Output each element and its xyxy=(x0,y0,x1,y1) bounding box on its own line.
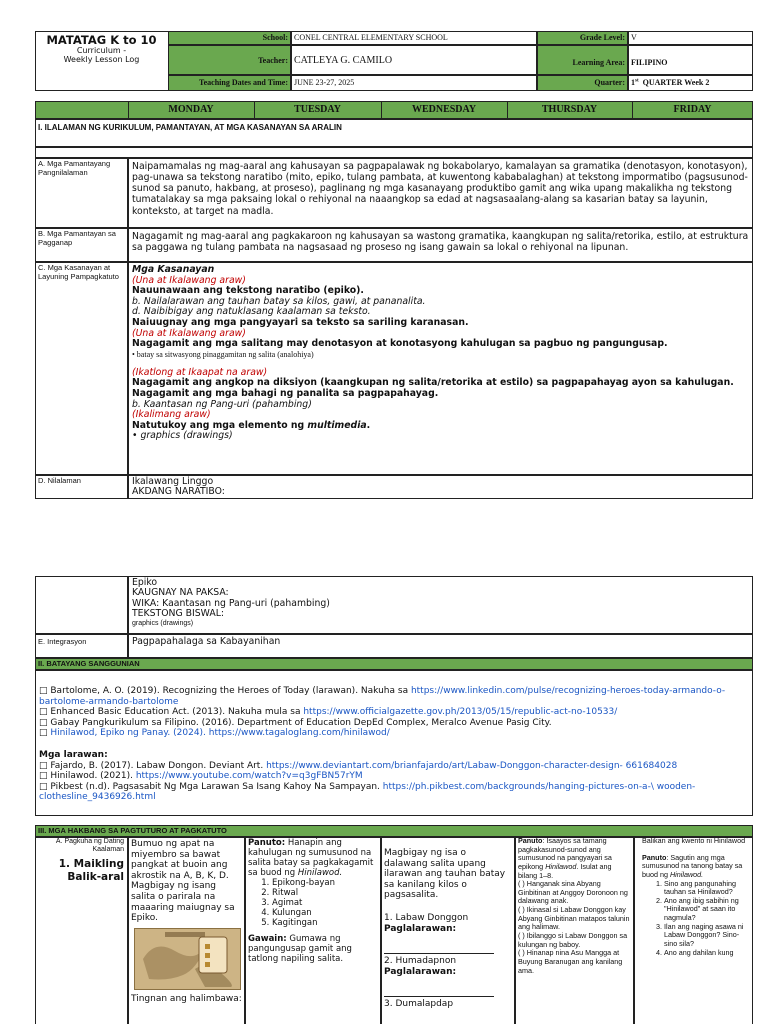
day-wednesday: WEDNESDAY xyxy=(411,104,477,115)
larawan-2-text: Hinilawod. (2021). xyxy=(47,771,136,782)
thu-text2: . Isulat ang bilang 1–8. xyxy=(518,861,612,880)
larawan-1-text: Fajardo, B. (2017). Labaw Dongon. Deviant Art. xyxy=(47,760,267,771)
larawan-2: □ Hinilawod. (2021). https://www.youtube.com/watch?v=q3gFBN57rYM xyxy=(39,771,363,782)
spacer-row xyxy=(35,147,753,158)
section2-heading-cell xyxy=(35,658,753,670)
fri-italic: Hinilawod. xyxy=(669,869,704,879)
larawan-1: □ Fajardo, B. (2017). Labaw Dongon. Deviant Art. https://www.deviantart.com/brianfajardo/art/Labaw-Donggon-character-design- 661684028 xyxy=(39,760,678,771)
row-a-label: A. Mga Pamantayang Pangnilalaman xyxy=(38,159,111,177)
larawan-2-link[interactable]: https://www.youtube.com/watch?v=q3gFBN57rYM xyxy=(135,771,363,782)
mon-text: Bumuo ng apat na miyembro sa bawat pangkat at buoin ang akrostik na A, B, K, D. Magbigay ng isang salita o parirala na maaaring maiugnay sa Epiko. xyxy=(131,839,235,924)
larawan-3-text: Pikbest (n.d). Pagsasabit Ng Mga Larawan Sa Isang Kahoy Na Sampayan. xyxy=(47,781,383,792)
larawan-1-link[interactable]: https://www.deviantart.com/brianfajardo/art/Labaw-Donggon-character-design- 661684028 xyxy=(266,760,678,771)
day-monday: MONDAY xyxy=(168,104,214,115)
quarter-value xyxy=(628,78,712,87)
p2-d-line-4: TEKSTONG BISWAL: xyxy=(132,608,225,620)
p2-d-line-1: Epiko xyxy=(132,577,158,588)
wed-item-2: 2. Humadapnon xyxy=(384,956,457,967)
row-d-text xyxy=(128,475,753,499)
row-e-text: Pagpapahalaga sa Kabayanihan xyxy=(132,636,281,647)
iii-a-label: A. Pagkuha ng Dating Kaalaman xyxy=(55,838,124,854)
fri-list xyxy=(642,880,750,958)
teacher-value: CATLEYA G. CAMILO xyxy=(294,55,393,66)
c-day-note-1: (Una at Ikalawang araw) xyxy=(132,274,246,286)
fri-panuto-label: Panuto xyxy=(642,852,667,862)
section2-heading: II. BATAYANG SANGGUNIAN xyxy=(38,659,140,668)
dates-label: Teaching Dates and Time: xyxy=(199,78,288,87)
tue-gawain-text: Gumawa ng pangungusap gamit ang tatlong napiling salita. xyxy=(248,934,352,965)
c-sub-b: b. Nailalarawan ang tauhan batay sa kilos, gawi, at pananalita. xyxy=(132,295,426,307)
row-c-label-cell xyxy=(35,262,128,475)
c-sub-pahambing: b. Kaantasan ng Pang-uri (pahambing) xyxy=(132,398,312,410)
section3-heading: III. MGA HAKBANG SA PAGTUTURO AT PAGKATUTO xyxy=(38,826,227,835)
wed-item-1: 1. Labaw Donggon xyxy=(384,913,469,924)
c-skill-2: Naiuugnay ang mga pangyayari sa teksto sa sariling karanasan. xyxy=(132,316,469,328)
fri-item-2: 2. Ano ang ibig sabihin ng "Hinilawod" at saan ito nagmula? xyxy=(664,897,750,923)
teacher-label: Teacher: xyxy=(258,56,288,65)
fri-content xyxy=(642,837,750,957)
p2-d-line-5: graphics (drawings) xyxy=(132,619,194,627)
ref-2-text: Enhanced Basic Education Act. (2013). Nakuha mula sa xyxy=(47,707,304,718)
grade-value: V xyxy=(631,33,637,42)
ref-1-text: Bartolome, A. O. (2019). Recognizing the Heroes of Today (larawan). Nakuha sa xyxy=(47,686,411,696)
quarter-number: 1 xyxy=(631,78,635,87)
fri-item-1: 1. Sino ang pangunahing tauhan sa Hinilawod? xyxy=(664,880,750,897)
fri-text: : Sagutin ang mga sumusunod na tanong batay sa buod ng xyxy=(642,852,743,879)
day-thursday: THURSDAY xyxy=(541,104,598,115)
tue-panuto-label: Panuto: xyxy=(248,838,286,848)
header-subtitle: Curriculum - Weekly Lesson Log xyxy=(63,46,140,65)
thu-italic: Hinilawod xyxy=(545,861,577,871)
dates-value: JUNE 23-27, 2025 xyxy=(294,78,355,87)
c-skill-1: Nauunawaan ang tekstong naratibo (epiko). xyxy=(132,285,364,297)
wed-item-3: 3. Dumalapdap xyxy=(384,999,454,1010)
c-kasanayan-title: Mga Kasanayan xyxy=(132,264,215,275)
fri-item-4: 4. Ano ang dahilan kung xyxy=(664,949,750,958)
section1-heading: I. ILALAMAN NG KURIKULUM, PAMANTAYAN, AT MGA KASANAYAN SA ARALIN xyxy=(38,123,342,132)
p2-d-content xyxy=(128,576,753,630)
tue-item-2: 2. Ritwal xyxy=(272,888,378,898)
thu-panuto-label: Panuto xyxy=(518,836,543,845)
row-b-label: B. Mga Pamantayan sa Pagganap xyxy=(38,229,116,247)
thu-text: : Isaayos sa tamang pagkakasunod-sunod ang sumusunod na pangyayari sa epikong xyxy=(518,836,612,871)
references xyxy=(35,684,753,805)
grade-label: Grade Level: xyxy=(579,33,625,42)
tue-list xyxy=(248,878,378,928)
area-value: FILIPINO xyxy=(631,58,668,67)
school-value: CONEL CENTRAL ELEMENTARY SCHOOL xyxy=(294,33,448,42)
thu-item-1: ( ) Hanganak sina Abyang Ginbitinan at Anggoy Doronoon ng dalawang anak. xyxy=(518,879,628,906)
ref-4: □ Hinilawod, Epiko ng Panay. (2024). https://www.tagaloglang.com/hinilawod/ xyxy=(39,728,390,739)
p2-d-label-cell xyxy=(35,576,128,634)
ref-3-text: Gabay Pangkurikulum sa Filipino. (2016). Department of Education DepEd Complex, Meralco Avenue Pasig City. xyxy=(47,717,552,728)
quarter-sup: st xyxy=(635,78,639,84)
wed-content xyxy=(381,846,515,1012)
ref-4-link[interactable]: Hinilawod, Epiko ng Panay. (2024). https://www.tagaloglang.com/hinilawod/ xyxy=(47,728,390,739)
row-e-label: E. Integrasyon xyxy=(38,637,87,646)
p2-d-line-3: WIKA: Kaantasan ng Pang-uri (pahambing) xyxy=(132,597,330,609)
day-friday: FRIDAY xyxy=(673,104,712,115)
thu-item-3: ( ) Ibilanggo si Labaw Donggon sa kulungan ng baboy. xyxy=(518,931,628,949)
row-b-text: Nagagamit ng mag-aaral ang pagkakaroon ng kahusayan sa wastong gramatika, kaangkupan ng salita/retorika, estilo, at estruktura sa paggawa ng tulang pambata na nagsasaad ng proseso ng isang gawain sa lokal o rehiyonal na lipunan. xyxy=(132,231,749,254)
c-skill-6-a: Natutukoy ang mga elemento ng xyxy=(132,419,308,431)
wed-line-1 xyxy=(384,944,494,954)
wed-text: Magbigay ng isa o dalawang salita upang ilarawan ang tauhan batay sa kanilang kilos o pagsasalita. xyxy=(384,848,506,901)
wed-line-2 xyxy=(384,987,494,997)
ref-2-link[interactable]: https://www.officialgazette.gov.ph/2013/05/15/republic-act-no-10533/ xyxy=(303,707,618,718)
quarter-text: QUARTER Week 2 xyxy=(642,78,710,87)
mon-after: Tingnan ang halimbawa: xyxy=(131,994,242,1004)
ref-1-link[interactable]: https://www.linkedin.com/pulse/recognizing-heroes-today-armando-o-bartolome-armando-bartolome xyxy=(39,686,726,707)
tue-italic: Hinilawod. xyxy=(297,868,343,879)
tue-gawain-label: Gawain: xyxy=(248,934,287,945)
c-bullet-graphics: • graphics (drawings) xyxy=(132,430,233,442)
larawan-3-link[interactable]: https://ph.pikbest.com/backgrounds/hanging-pictures-on-a-\ wooden-clothesline_9436926.html xyxy=(39,781,696,803)
c-skill-6-multimedia: multimedia xyxy=(307,419,367,431)
row-c-content xyxy=(128,263,753,444)
p2-d-line-2: KAUGNAY NA PAKSA: xyxy=(132,587,229,599)
fri-item-3: 3. Ilan ang naging asawa ni Labaw Donggon? Sino-sino sila? xyxy=(664,923,750,949)
grade-value-cell xyxy=(628,31,753,45)
row-d-label: D. Nilalaman xyxy=(38,476,81,485)
row-c-label: C. Mga Kasanayan at Layuning Pampagkatuto xyxy=(38,263,119,281)
tue-item-1: 1. Epikong-bayan xyxy=(272,878,378,888)
c-day-note-3: (Ikatlong at Ikaapat na araw) xyxy=(132,366,268,378)
tue-content xyxy=(245,836,381,966)
ref-2: □ Enhanced Basic Education Act. (2013). Nakuha mula sa https://www.officialgazette.gov.ph/2013/05/15/republic-act-no-10533/ xyxy=(39,707,618,718)
tue-item-3: 3. Agimat xyxy=(272,898,378,908)
c-skill-4: Nagagamit ang angkop na diksiyon (kaangkupan ng salita/retorika at estilo) sa pagpapahayag ayon sa kahulugan. xyxy=(132,377,734,389)
wed-pag-2: Paglalarawan: xyxy=(384,966,457,977)
area-label: Learning Area: xyxy=(572,58,625,67)
map-illustration xyxy=(135,929,241,990)
c-day-note-4: (Ikalimang araw) xyxy=(132,409,211,421)
tue-item-5: 5. Kagitingan xyxy=(272,918,378,928)
larawan-heading: Mga larawan: xyxy=(39,750,108,761)
row-a-text: Naipamamalas ng mag-aaral ang kahusayan sa pagpapalawak ng bokabolaryo, kamalayan sa gramatika (denotasyon, konotasyon), pag-unawa sa tekstong naratibo (mito, epiko, tulang pambata, at kuwentong kababalaghan) at tekstong impormatibo (pagsusunod-sunod sa panuto, hakbang, at proseso), paglinang ng mga kasanayang produktibo gamit ang wika upang makalikha ng tekstong tumatalakay sa mga paksaing lokal o rehiyonal na naaangkop sa edad at nagsasaalang-alang sa kasarian batay sa layunin, konteksto, at target na madla. xyxy=(132,161,748,217)
c-sub-d: d. Naibibigay ang natuklasang kaalaman sa teksto. xyxy=(132,306,371,318)
header-title: MATATAG K to 10 xyxy=(46,33,157,47)
thu-item-2: ( ) Ikinasal si Labaw Donggon kay Abyang Ginbitinan matapos talunin ang halimaw. xyxy=(518,905,630,932)
d-line-1: Ikalawang Linggo xyxy=(132,476,214,487)
tue-panuto-text: Hanapin ang kahulugan ng sumusunod na salita batay sa pagkakagamit sa buod ng xyxy=(248,838,374,879)
ref-3: □ Gabay Pangkurikulum sa Filipino. (2016). Department of Education DepEd Complex, Meralco Avenue Pasig City. xyxy=(39,717,552,728)
epiko-map-image xyxy=(134,928,241,990)
c-bullet-analohiya: • batay sa sitwasyong pinaggamitan ng salita (analohiya) xyxy=(132,349,314,359)
c-skill-5: Nagagamit ang mga bahagi ng panalita sa pagpapahayag. xyxy=(132,388,439,400)
school-label: School: xyxy=(262,33,288,42)
c-skill-6-end: . xyxy=(366,419,371,431)
c-day-note-2: (Una at Ikalawang araw) xyxy=(132,327,246,339)
wed-pag-1: Paglalarawan: xyxy=(384,923,457,934)
quarter-label: Quarter: xyxy=(594,78,625,87)
ref-1: □ Bartolome, A. O. (2019). Recognizing the Heroes of Today (larawan). Nakuha sa https://www.linkedin.com/pulse/recognizing-heroes-today-armando-o-bartolome-armando-bartolome xyxy=(39,686,726,707)
fri-head: Balikan ang kwento ni Hinilawod xyxy=(642,836,746,845)
iii-a-title: 1. Maikling Balik-aral xyxy=(58,858,124,883)
d-line-2: AKDANG NARATIBO: xyxy=(132,485,225,497)
day-tuesday: TUESDAY xyxy=(294,104,341,115)
thu-item-4: ( ) Hinanap nina Asu Mangga at Buyung Baranugan ang kanilang ama. xyxy=(518,948,623,975)
larawan-3: □ Pikbest (n.d). Pagsasabit Ng Mga Larawan Sa Isang Kahoy Na Sampayan. https://ph.pikbest.com/backgrounds/hanging-pictures-on-a-\ wooden-clothesline_9436926.html xyxy=(39,781,696,803)
thu-content xyxy=(518,837,632,975)
c-skill-3: Nagagamit ang mga salitang may denotasyon at konotasyong kahulugan sa pagbuo ng pangungusap. xyxy=(132,338,668,350)
tue-item-4: 4. Kulungan xyxy=(272,908,378,918)
